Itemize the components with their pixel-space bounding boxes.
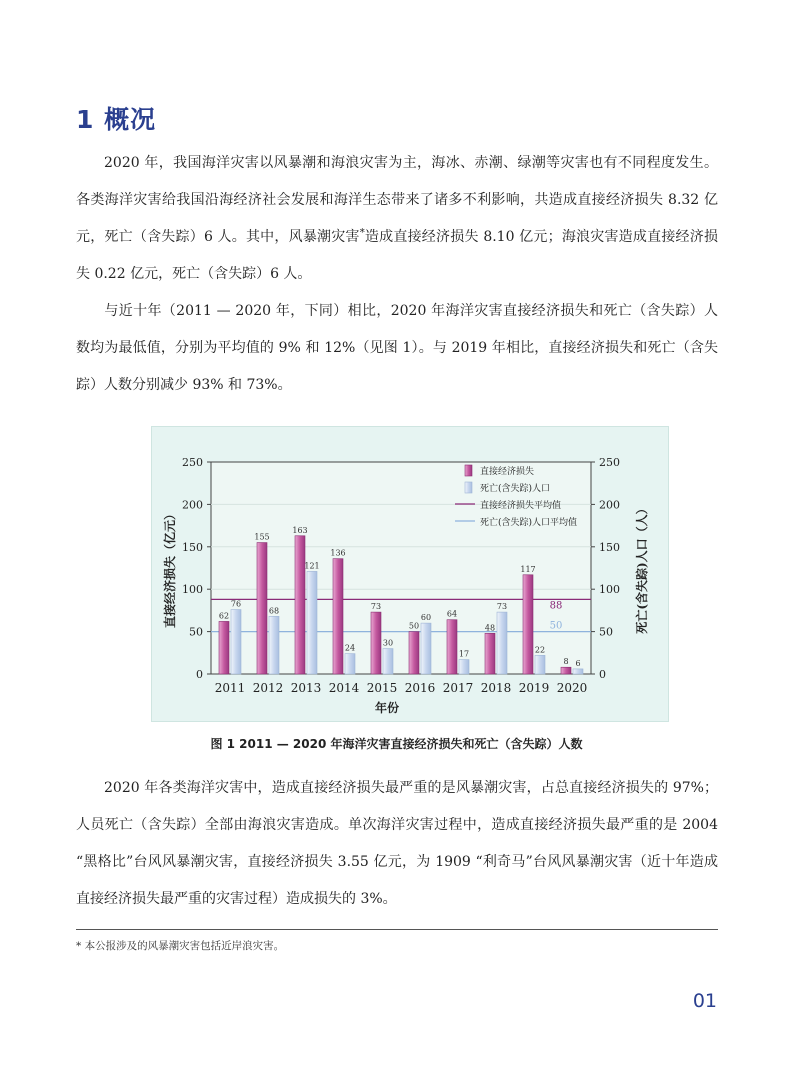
y-right-tick-label: 0 [599, 668, 606, 681]
bar-deaths [269, 616, 279, 674]
bar-economic-loss [485, 633, 495, 674]
figure-caption: 图 1 2011 — 2020 年海洋灾害直接经济损失和死亡（含失踪）人数 [210, 737, 583, 751]
x-tick-label: 2019 [518, 681, 550, 695]
data-label: 136 [330, 548, 346, 558]
bar-economic-loss [257, 543, 267, 674]
data-label: 30 [382, 638, 394, 648]
data-label: 155 [254, 532, 270, 542]
legend-label: 直接经济损失平均值 [480, 501, 562, 511]
data-label: 8 [563, 657, 569, 667]
paragraph-overview-text: 2020 年，我国海洋灾害以风暴潮和海浪灾害为主，海冰、赤潮、绿潮等灾害也有不同程度发生。各类海洋灾害给我国沿海经济社会发展和海洋生态带来了诸多不利影响，共造成直接经济损失 8.32 亿元，死亡（含失踪）6 人。其中，风暴潮灾害 [76, 155, 718, 245]
data-label: 17 [458, 649, 470, 659]
bar-deaths [345, 654, 355, 674]
y-left-tick-label: 100 [182, 583, 203, 597]
legend-label: 死亡(含失踪)人口 [480, 484, 551, 494]
bar-deaths [383, 649, 393, 674]
legend-swatch [465, 465, 472, 476]
data-label: 6 [575, 658, 581, 668]
data-label: 76 [230, 599, 242, 609]
bar-deaths [573, 669, 583, 674]
bar-deaths [231, 610, 241, 674]
data-label: 22 [534, 645, 546, 655]
y-right-tick-label: 150 [599, 540, 620, 554]
legend-label: 直接经济损失 [480, 467, 535, 477]
x-axis-title: 年份 [374, 701, 400, 715]
paragraph-comparison-text: 与近十年（2011 — 2020 年，下同）相比，2020 年海洋灾害直接经济损失和死亡（含失踪）人数均为最低值，分别为平均值的 9% 和 12%（见图 1）。与 2019 年相比，直接经济损失和死亡（含失踪）人数分别减少 93% 和 73%。 [76, 303, 718, 393]
legend-label: 死亡(含失踪)人口平均值 [480, 518, 578, 528]
bar-deaths [535, 655, 545, 674]
page-number: 01 [692, 990, 717, 1012]
y-right-tick-label: 250 [599, 456, 620, 469]
paragraph-overview [76, 145, 718, 293]
data-label: 60 [420, 613, 432, 623]
x-tick-label: 2016 [404, 681, 436, 695]
x-tick-label: 2014 [328, 681, 360, 695]
data-label: 73 [370, 602, 382, 612]
bar-economic-loss [523, 575, 533, 674]
bar-deaths [421, 623, 431, 674]
data-label: 64 [446, 609, 458, 619]
y-right-tick-label: 50 [599, 625, 613, 639]
y-right-tick-label: 200 [599, 498, 620, 512]
data-label: 73 [496, 602, 508, 612]
x-tick-label: 2020 [556, 681, 588, 695]
data-label: 50 [408, 621, 420, 631]
chart-canvas [152, 427, 670, 723]
bar-economic-loss [219, 621, 229, 674]
section-heading: 1 概况 [76, 105, 157, 134]
y-right-axis-title: 死亡(含失踪)人口（人） [635, 502, 649, 634]
y-left-tick-label: 50 [189, 625, 203, 639]
paragraph-overview-tail: 造成直接经济损失 8.10 亿元；海浪灾害造成直接经济损失 0.22 亿元，死亡（含失踪）6 人。 [76, 229, 718, 282]
footnote-divider [76, 929, 718, 930]
y-left-tick-label: 250 [182, 456, 203, 469]
x-tick-label: 2018 [480, 681, 512, 695]
data-label: 117 [520, 564, 536, 574]
data-label: 163 [292, 525, 308, 535]
bar-economic-loss [371, 612, 381, 674]
data-label: 62 [218, 611, 230, 621]
x-tick-label: 2015 [366, 681, 398, 695]
bar-deaths [497, 612, 507, 674]
x-tick-label: 2017 [442, 681, 474, 695]
legend-swatch [465, 482, 472, 493]
data-label: 68 [268, 606, 280, 616]
bar-deaths [459, 660, 469, 674]
bar-deaths [307, 571, 317, 674]
paragraph-comparison [76, 293, 718, 404]
paragraph-details [76, 770, 718, 918]
footnote-marker: * [359, 227, 365, 239]
bar-economic-loss [409, 632, 419, 674]
bar-economic-loss [561, 667, 571, 674]
x-tick-label: 2011 [214, 681, 246, 695]
y-left-axis-title: 直接经济损失（亿元） [163, 507, 177, 629]
y-left-tick-label: 200 [182, 498, 203, 512]
paragraph-details-text: 2020 年各类海洋灾害中，造成直接经济损失最严重的是风暴潮灾害，占总直接经济损失的 97%；人员死亡（含失踪）全部由海浪灾害造成。单次海洋灾害过程中，造成直接经济损失最严重的是 2004 “黑格比”台风风暴潮灾害，直接经济损失 3.55 亿元，为 1909 “利奇马”台风风暴潮灾害（近十年造成直接经济损失最严重的灾害过程）造成损失的 3%。 [76, 780, 718, 907]
footnote: * 本公报涉及的风暴潮灾害包括近岸浪灾害。 [76, 940, 285, 952]
bar-economic-loss [447, 620, 457, 674]
data-label: 48 [484, 623, 496, 633]
x-tick-label: 2013 [290, 681, 322, 695]
x-tick-label: 2012 [252, 681, 284, 695]
data-label: 121 [304, 561, 320, 571]
y-left-tick-label: 0 [196, 668, 203, 681]
data-label: 24 [344, 643, 356, 653]
y-left-tick-label: 150 [182, 540, 203, 554]
figure-1-chart [151, 426, 669, 722]
bar-economic-loss [333, 559, 343, 674]
bar-economic-loss [295, 536, 305, 674]
average-label: 88 [549, 600, 563, 612]
y-right-tick-label: 100 [599, 583, 620, 597]
average-label: 50 [549, 620, 563, 632]
